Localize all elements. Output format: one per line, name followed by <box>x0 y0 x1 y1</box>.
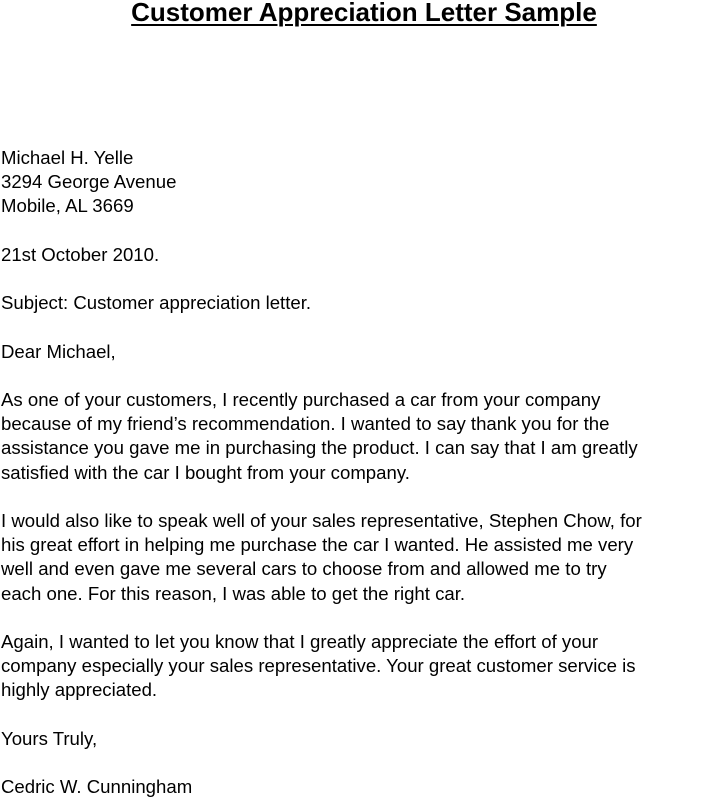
letter-date: 21st October 2010. <box>1 243 160 265</box>
paragraph-line: well and even gave me several cars to choose from and allowed me to try <box>1 558 607 580</box>
paragraph-line: each one. For this reason, I was able to get the right car. <box>1 582 466 604</box>
letter-body <box>1 146 727 799</box>
paragraph-line: his great effort in helping me purchase the car I wanted. He assisted me very <box>1 534 634 556</box>
sender-street: 3294 George Avenue <box>1 171 177 193</box>
letter-closing: Yours Truly, <box>1 727 98 749</box>
paragraph-line: satisfied with the car I bought from your company. <box>1 461 410 483</box>
letter-subject: Subject: Customer appreciation letter. <box>1 292 312 314</box>
paragraph-line: I would also like to speak well of your sales representative, Stephen Chow, for <box>1 509 642 531</box>
paragraph-line: company especially your sales representative. Your great customer service is <box>1 655 636 677</box>
letter-signature: Cedric W. Cunningham <box>1 776 193 798</box>
paragraph-line: assistance you gave me in purchasing the product. I can say that I am greatly <box>1 437 638 459</box>
paragraph-1 <box>1 388 727 485</box>
paragraph-line: Again, I wanted to let you know that I greatly appreciate the effort of your <box>1 630 599 652</box>
paragraph-3 <box>1 630 727 703</box>
paragraph-line: because of my friend’s recommendation. I wanted to say thank you for the <box>1 413 610 435</box>
paragraph-line: As one of your customers, I recently purchased a car from your company <box>1 388 601 410</box>
sender-city: Mobile, AL 3669 <box>1 195 134 217</box>
document-title-text: Customer Appreciation Letter Sample <box>131 0 597 27</box>
paragraph-line: highly appreciated. <box>1 679 158 701</box>
document-title <box>0 0 728 29</box>
sender-name: Michael H. Yelle <box>1 147 134 168</box>
sender-address <box>1 146 727 219</box>
paragraph-2 <box>1 509 727 606</box>
letter-salutation: Dear Michael, <box>1 340 116 362</box>
